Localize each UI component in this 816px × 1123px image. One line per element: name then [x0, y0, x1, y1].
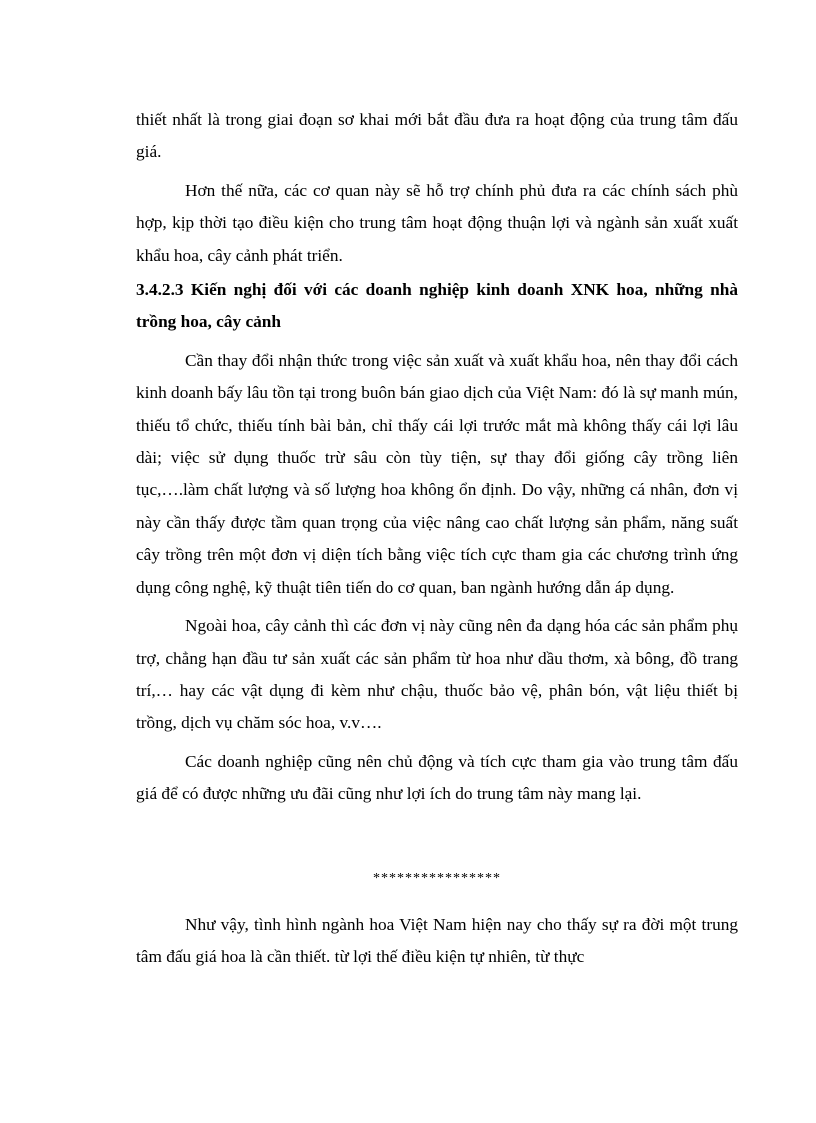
paragraph-diversify-products: Ngoài hoa, cây cảnh thì các đơn vị này cũng nên đa dạng hóa các sản phẩm phụ trợ, chẳng hạn đầu tư sản xuất các sản phẩm từ hoa như dầu thơm, xà bông, đồ trang trí,… hay các vật dụng đi kèm như chậu, thuốc bảo vệ, phân bón, vật liệu thiết bị trồng, dịch vụ chăm sóc hoa, v.v…. — [136, 616, 738, 733]
paragraph-conclusion: Như vậy, tình hình ngành hoa Việt Nam hiện nay cho thấy sự ra đời một trung tâm đấu giá hoa là cần thiết. từ lợi thế điều kiện tự nhiên, từ thực — [136, 914, 738, 967]
section-heading: 3.4.2.3 Kiến nghị đối với các doanh nghiệp kinh doanh XNK hoa, những nhà trồng hoa, cây cảnh — [136, 280, 738, 332]
paragraph-continuation: thiết nhất là trong giai đoạn sơ khai mới bắt đầu đưa ra hoạt động của trung tâm đấu giá. — [136, 110, 738, 162]
document-page — [136, 104, 738, 974]
paragraph-change-awareness: Cần thay đổi nhận thức trong việc sản xuất và xuất khẩu hoa, nên thay đổi cách kinh doanh bấy lâu tồn tại trong buôn bán giao dịch của Việt Nam: đó là sự manh mún, thiếu tổ chức, thiếu tính bài bản, chỉ thấy cái lợi trước mắt mà không thấy cái lợi lâu dài; việc sử dụng thuốc trừ sâu còn tùy tiện, sự thay đổi giống cây trồng liên tục,….làm chất lượng và số lượng hoa không ổn định. Do vậy, những cá nhân, đơn vị này cần thấy được tầm quan trọng của việc nâng cao chất lượng sản phẩm, năng suất cây trồng trên một đơn vị diện tích bằng việc tích cực tham gia các chương trình ứng dụng công nghệ, kỹ thuật tiên tiến do cơ quan, ban ngành hướng dẫn áp dụng. — [136, 350, 738, 597]
paragraph-support-policy: Hơn thế nữa, các cơ quan này sẽ hỗ trợ chính phủ đưa ra các chính sách phù hợp, kịp thời tạo điều kiện cho trung tâm hoạt động thuận lợi và ngành sản xuất xuất khẩu hoa, cây cảnh phát triển. — [136, 180, 738, 265]
paragraph-join-auction-center: Các doanh nghiệp cũng nên chủ động và tích cực tham gia vào trung tâm đấu giá để có được những ưu đãi cũng như lợi ích do trung tâm này mang lại. — [136, 751, 738, 804]
section-separator: **************** — [373, 870, 501, 886]
